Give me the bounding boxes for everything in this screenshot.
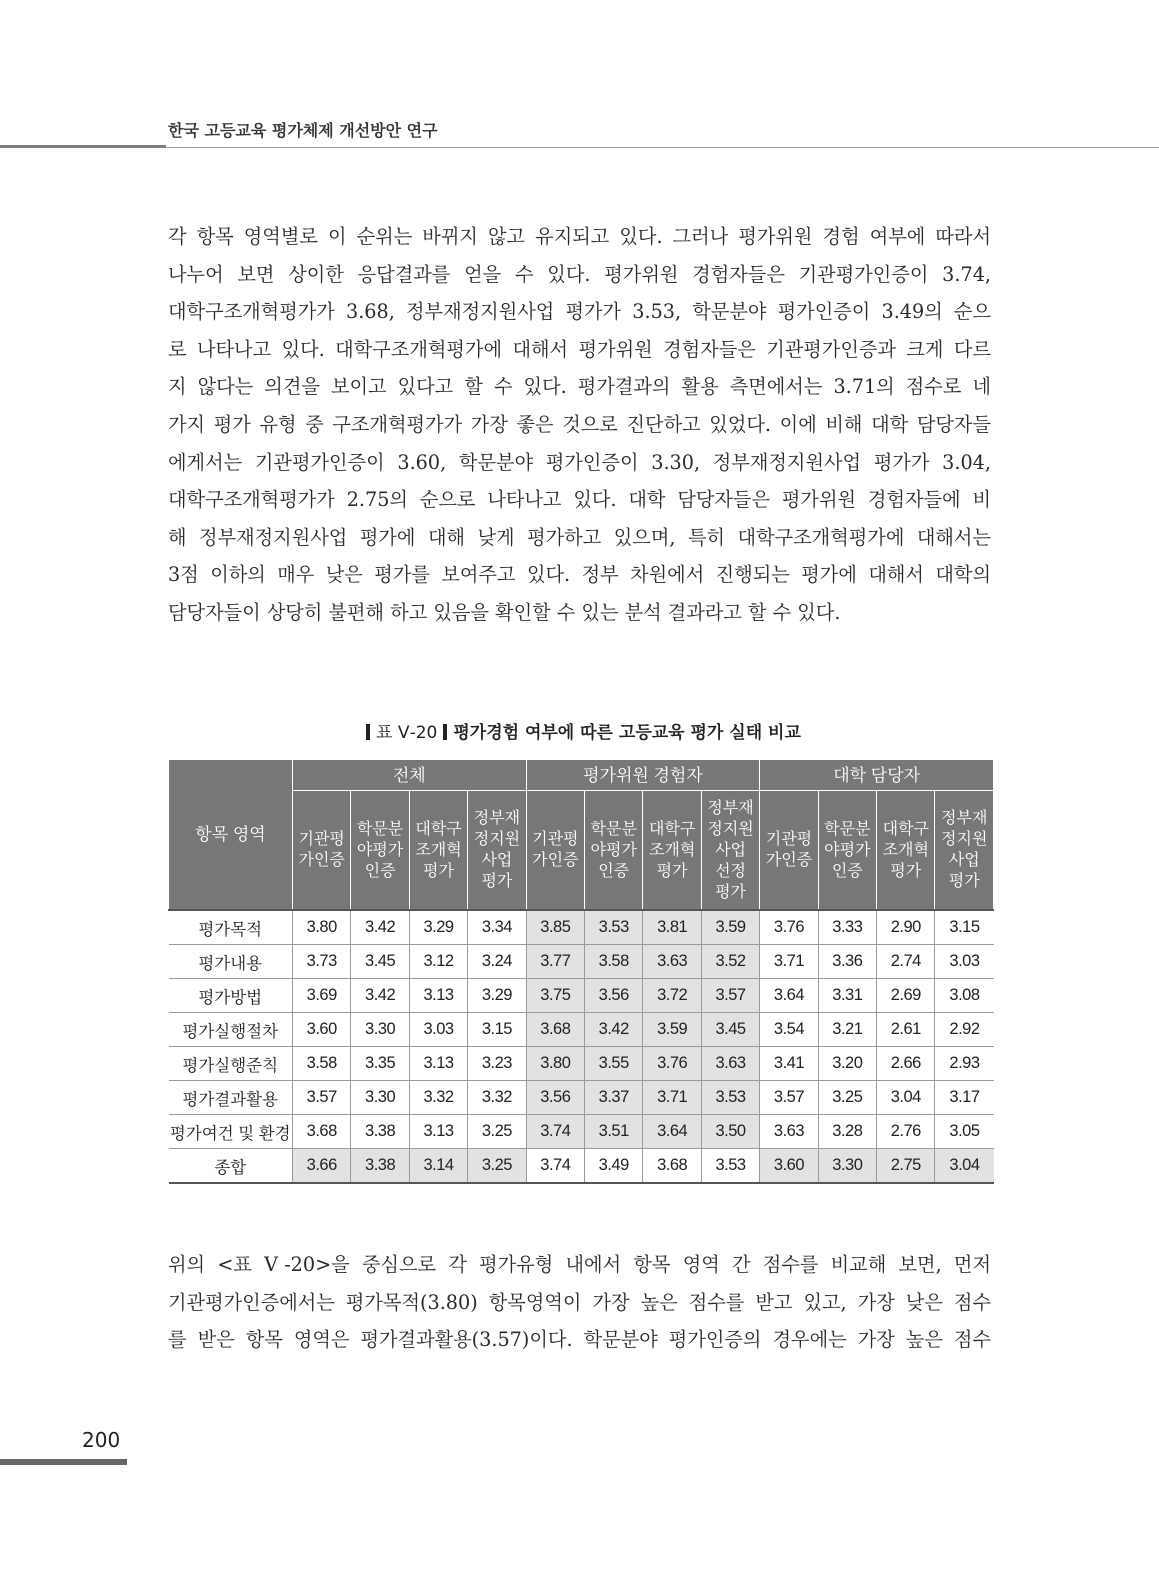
running-header-title: 한국 고등교육 평가체제 개선방안 연구 <box>168 121 438 140</box>
row-label: 평가실행절차 <box>169 1013 293 1047</box>
caption-bar-right <box>443 724 447 740</box>
table-cell: 3.41 <box>760 1047 818 1081</box>
table-row <box>169 1047 994 1081</box>
table-row <box>169 945 994 979</box>
row-label: 평가목적 <box>169 910 293 945</box>
column-header-line: 대학구 <box>415 820 462 838</box>
column-header-line: 평가 <box>423 862 454 880</box>
column-header-line: 정지원 <box>941 831 988 848</box>
table-cell: 3.29 <box>409 910 467 945</box>
comparison-table <box>168 759 994 1184</box>
text-line: 3점 이하의 매우 낮은 평가를 보여주고 있다. 정부 차원에서 진행되는 평가에 대해서 대학의 <box>168 563 991 587</box>
table-cell: 3.14 <box>409 1149 467 1184</box>
column-header <box>760 791 818 911</box>
column-header-line: 선정 <box>715 862 746 880</box>
column-header <box>293 791 351 911</box>
column-header-line: 평가 <box>890 862 922 880</box>
table-cell: 3.59 <box>701 910 759 945</box>
table-cell: 3.25 <box>818 1081 876 1115</box>
table-cell: 3.51 <box>585 1115 643 1149</box>
column-header-line: 가인증 <box>532 852 579 869</box>
table-cell: 3.63 <box>701 1047 759 1081</box>
table-cell: 3.36 <box>818 945 876 979</box>
table-group-header-row <box>169 760 994 791</box>
text-line: 대학구조개혁평가가 3.68, 정부재정지원사업 평가가 3.53, 학문분야 평가인증이 3.49의 순으 <box>168 300 991 324</box>
column-header-line: 평가 <box>948 873 980 890</box>
table-cell: 3.13 <box>409 1047 467 1081</box>
table-cell: 3.57 <box>293 1081 351 1115</box>
column-header-line: 인증 <box>831 862 863 880</box>
table-title: 평가경험 여부에 따른 고등교육 평가 실태 비교 <box>453 723 801 743</box>
table-cell: 3.68 <box>526 1013 584 1047</box>
column-header-line: 기관평 <box>765 831 813 848</box>
table-cell: 3.77 <box>526 945 584 979</box>
table-cell: 3.04 <box>877 1081 935 1115</box>
column-header-line: 야평가 <box>356 841 404 859</box>
table-cell: 3.15 <box>468 1013 526 1047</box>
table-row <box>169 910 994 945</box>
table-cell: 3.53 <box>585 910 643 945</box>
table-cell: 3.56 <box>526 1081 584 1115</box>
table-cell: 2.74 <box>877 945 935 979</box>
table-cell: 3.75 <box>526 979 584 1013</box>
table-cell: 3.57 <box>760 1081 818 1115</box>
table-cell: 3.50 <box>701 1115 759 1149</box>
table-cell: 3.29 <box>468 979 526 1013</box>
table-cell: 3.53 <box>701 1149 759 1184</box>
table-row <box>169 979 994 1013</box>
table-cell: 3.24 <box>468 945 526 979</box>
table-cell: 3.12 <box>409 945 467 979</box>
table-cell: 3.42 <box>585 1013 643 1047</box>
text-line: 위의 <표 Ⅴ-20>을 중심으로 각 평가유형 내에서 항목 영역 간 점수를 비교해 보면, 먼저 <box>168 1253 991 1276</box>
table-cell: 3.54 <box>760 1013 818 1047</box>
column-header-line: 사업 <box>481 852 513 869</box>
column-header-line: 조개혁 <box>415 841 462 859</box>
table-cell: 3.53 <box>701 1081 759 1115</box>
table-cell: 3.35 <box>351 1047 409 1081</box>
group-header: 대학 담당자 <box>760 760 994 791</box>
table-cell: 3.76 <box>643 1047 701 1081</box>
table-cell: 3.64 <box>643 1115 701 1149</box>
table-cell: 3.25 <box>468 1115 526 1149</box>
column-header-line: 정지원 <box>707 820 754 838</box>
table-cell: 3.60 <box>293 1013 351 1047</box>
table-cell: 2.61 <box>877 1013 935 1047</box>
text-line: 를 받은 항목 영역은 평가결과활용(3.57)이다. 학문분야 평가인증의 경우에는 가장 높은 점수 <box>168 1328 991 1352</box>
table-cell: 3.56 <box>585 979 643 1013</box>
table-cell: 2.75 <box>877 1149 935 1184</box>
table-cell: 3.04 <box>935 1149 994 1184</box>
footer-rule <box>0 1459 127 1465</box>
table-cell: 2.93 <box>935 1047 994 1081</box>
column-header-line: 가인증 <box>765 852 813 869</box>
table-cell: 3.31 <box>818 979 876 1013</box>
group-header: 평가위원 경험자 <box>526 760 760 791</box>
column-header-line: 학문분 <box>356 820 404 838</box>
column-header-line: 정부재 <box>707 799 754 817</box>
column-header <box>468 791 526 911</box>
table-cell: 3.49 <box>585 1149 643 1184</box>
table-cell: 3.08 <box>935 979 994 1013</box>
table-cell: 3.30 <box>351 1081 409 1115</box>
table-cell: 2.69 <box>877 979 935 1013</box>
table-cell: 3.33 <box>818 910 876 945</box>
column-header <box>585 791 643 911</box>
column-header-line: 인증 <box>364 862 396 880</box>
body-paragraph-1 <box>168 218 991 632</box>
column-header <box>351 791 409 911</box>
column-header-line: 조개혁 <box>648 841 696 859</box>
column-header <box>526 791 584 911</box>
column-header-line: 사업 <box>715 841 746 859</box>
table-cell: 3.03 <box>409 1013 467 1047</box>
text-line: 나누어 보면 상이한 응답결과를 얻을 수 있다. 평가위원 경험자들은 기관평가인증이 3.74, <box>168 262 991 286</box>
header-rule-thick <box>0 145 166 148</box>
table-number: 표 Ⅴ-20 <box>376 723 438 743</box>
table-cell: 3.42 <box>351 910 409 945</box>
table-cell: 3.73 <box>293 945 351 979</box>
table-cell: 2.92 <box>935 1013 994 1047</box>
table-cell: 3.59 <box>643 1013 701 1047</box>
table-cell: 2.76 <box>877 1115 935 1149</box>
column-header-line: 기관평 <box>298 831 345 848</box>
column-header-line: 야평가 <box>590 841 637 859</box>
table-cell: 3.03 <box>935 945 994 979</box>
table-cell: 3.74 <box>526 1115 584 1149</box>
table-cell: 3.21 <box>818 1013 876 1047</box>
table-cell: 3.38 <box>351 1149 409 1184</box>
column-header <box>877 791 935 911</box>
column-header <box>643 791 701 911</box>
table-row <box>169 1149 994 1184</box>
table-cell: 3.63 <box>760 1115 818 1149</box>
table-cell: 3.71 <box>643 1081 701 1115</box>
text-line: 대학구조개혁평가가 2.75의 순으로 나타나고 있다. 대학 담당자들은 평가위원 경험자들에 비 <box>168 488 991 512</box>
column-header-line: 정부재 <box>941 810 988 827</box>
header-rule-thin <box>166 147 1159 148</box>
table-cell: 3.25 <box>468 1149 526 1184</box>
table-cell: 3.15 <box>935 910 994 945</box>
table-cell: 3.80 <box>293 910 351 945</box>
column-header <box>818 791 876 911</box>
column-header-line: 평가 <box>481 873 513 890</box>
page-number: 200 <box>82 1428 121 1452</box>
table-cell: 3.60 <box>760 1149 818 1184</box>
table-cell: 3.72 <box>643 979 701 1013</box>
column-header-line: 학문분 <box>590 820 637 838</box>
table-cell: 3.23 <box>468 1047 526 1081</box>
table-cell: 3.69 <box>293 979 351 1013</box>
table-cell: 3.58 <box>293 1047 351 1081</box>
row-label: 종합 <box>169 1149 293 1184</box>
column-header-line: 인증 <box>598 862 630 880</box>
column-header-line: 사업 <box>948 852 980 869</box>
text-line: 로 나타나고 있다. 대학구조개혁평가에 대해서 평가위원 경험자들은 기관평가인증과 크게 다르 <box>168 337 991 361</box>
table-cell: 3.42 <box>351 979 409 1013</box>
table-cell: 2.90 <box>877 910 935 945</box>
table-cell: 3.30 <box>351 1013 409 1047</box>
column-header <box>701 791 759 911</box>
body-paragraph-2 <box>168 1246 991 1359</box>
row-label: 평가내용 <box>169 945 293 979</box>
column-header-line: 조개혁 <box>882 841 929 859</box>
row-label: 평가방법 <box>169 979 293 1013</box>
table-cell: 3.58 <box>585 945 643 979</box>
column-header-line: 대학구 <box>882 820 929 838</box>
column-header-line: 평가 <box>715 883 746 901</box>
table-cell: 3.71 <box>760 945 818 979</box>
table-cell: 3.17 <box>935 1081 994 1115</box>
table-cell: 3.34 <box>468 910 526 945</box>
column-header-line: 학문분 <box>824 820 871 838</box>
column-header-line: 대학구 <box>648 820 696 838</box>
table-cell: 3.37 <box>585 1081 643 1115</box>
group-header: 전체 <box>293 760 527 791</box>
table-cell: 3.74 <box>526 1149 584 1184</box>
text-line: 지 않다는 의견을 보이고 있다고 할 수 있다. 평가결과의 활용 측면에서는 3.71의 점수로 네 <box>168 375 991 399</box>
column-header-line: 야평가 <box>824 841 871 859</box>
table-cell: 3.76 <box>760 910 818 945</box>
table-cell: 3.13 <box>409 979 467 1013</box>
table-cell: 3.85 <box>526 910 584 945</box>
column-header <box>935 791 994 911</box>
table-cell: 3.80 <box>526 1047 584 1081</box>
table-cell: 3.30 <box>818 1149 876 1184</box>
table-cell: 3.32 <box>468 1081 526 1115</box>
table-cell: 3.64 <box>760 979 818 1013</box>
table-cell: 3.55 <box>585 1047 643 1081</box>
column-header <box>409 791 467 911</box>
table-row <box>169 1081 994 1115</box>
column-header-line: 가인증 <box>298 852 345 869</box>
table-cell: 3.63 <box>643 945 701 979</box>
table-cell: 3.66 <box>293 1149 351 1184</box>
column-header-line: 기관평 <box>532 831 579 848</box>
table-cell: 3.52 <box>701 945 759 979</box>
table-cell: 3.57 <box>701 979 759 1013</box>
table-cell: 3.20 <box>818 1047 876 1081</box>
table-cell: 3.68 <box>293 1115 351 1149</box>
table-column-header-row <box>169 791 994 911</box>
table-row <box>169 1115 994 1149</box>
text-line: 각 항목 영역별로 이 순위는 바뀌지 않고 유지되고 있다. 그러나 평가위원 경험 여부에 따라서 <box>168 225 991 248</box>
text-line: 기관평가인증에서는 평가목적(3.80) 항목영역이 가장 높은 점수를 받고 있고, 가장 낮은 점수 <box>168 1290 991 1314</box>
text-line: 담당자들이 상당히 불편해 하고 있음을 확인할 수 있는 분석 결과라고 할 수 있다. <box>168 600 841 624</box>
header-item-area: 항목 영역 <box>169 760 293 911</box>
table-body <box>169 910 994 1183</box>
table-cell: 3.05 <box>935 1115 994 1149</box>
text-line: 에게서는 기관평가인증이 3.60, 학문분야 평가인증이 3.30, 정부재정지원사업 평가가 3.04, <box>168 450 991 474</box>
row-label: 평가결과활용 <box>169 1081 293 1115</box>
table-cell: 3.45 <box>701 1013 759 1047</box>
table-cell: 3.38 <box>351 1115 409 1149</box>
table-cell: 3.32 <box>409 1081 467 1115</box>
table-caption <box>168 718 993 743</box>
table-cell: 3.28 <box>818 1115 876 1149</box>
table-cell: 3.81 <box>643 910 701 945</box>
row-label: 평가실행준칙 <box>169 1047 293 1081</box>
table-cell: 3.45 <box>351 945 409 979</box>
caption-bar-left <box>366 724 370 740</box>
column-header-line: 정부재 <box>473 810 521 827</box>
table-cell: 2.66 <box>877 1047 935 1081</box>
text-line: 해 정부재정지원사업 평가에 대해 낮게 평가하고 있으며, 특히 대학구조개혁평가에 대해서는 <box>168 525 991 549</box>
column-header-line: 평가 <box>656 862 688 880</box>
row-label: 평가여건 및 환경 <box>169 1115 293 1149</box>
column-header-line: 정지원 <box>473 831 521 848</box>
table-cell: 3.68 <box>643 1149 701 1184</box>
table-row <box>169 1013 994 1047</box>
table-cell: 3.13 <box>409 1115 467 1149</box>
text-line: 가지 평가 유형 중 구조개혁평가가 가장 좋은 것으로 진단하고 있었다. 이에 비해 대학 담당자들 <box>168 412 991 436</box>
